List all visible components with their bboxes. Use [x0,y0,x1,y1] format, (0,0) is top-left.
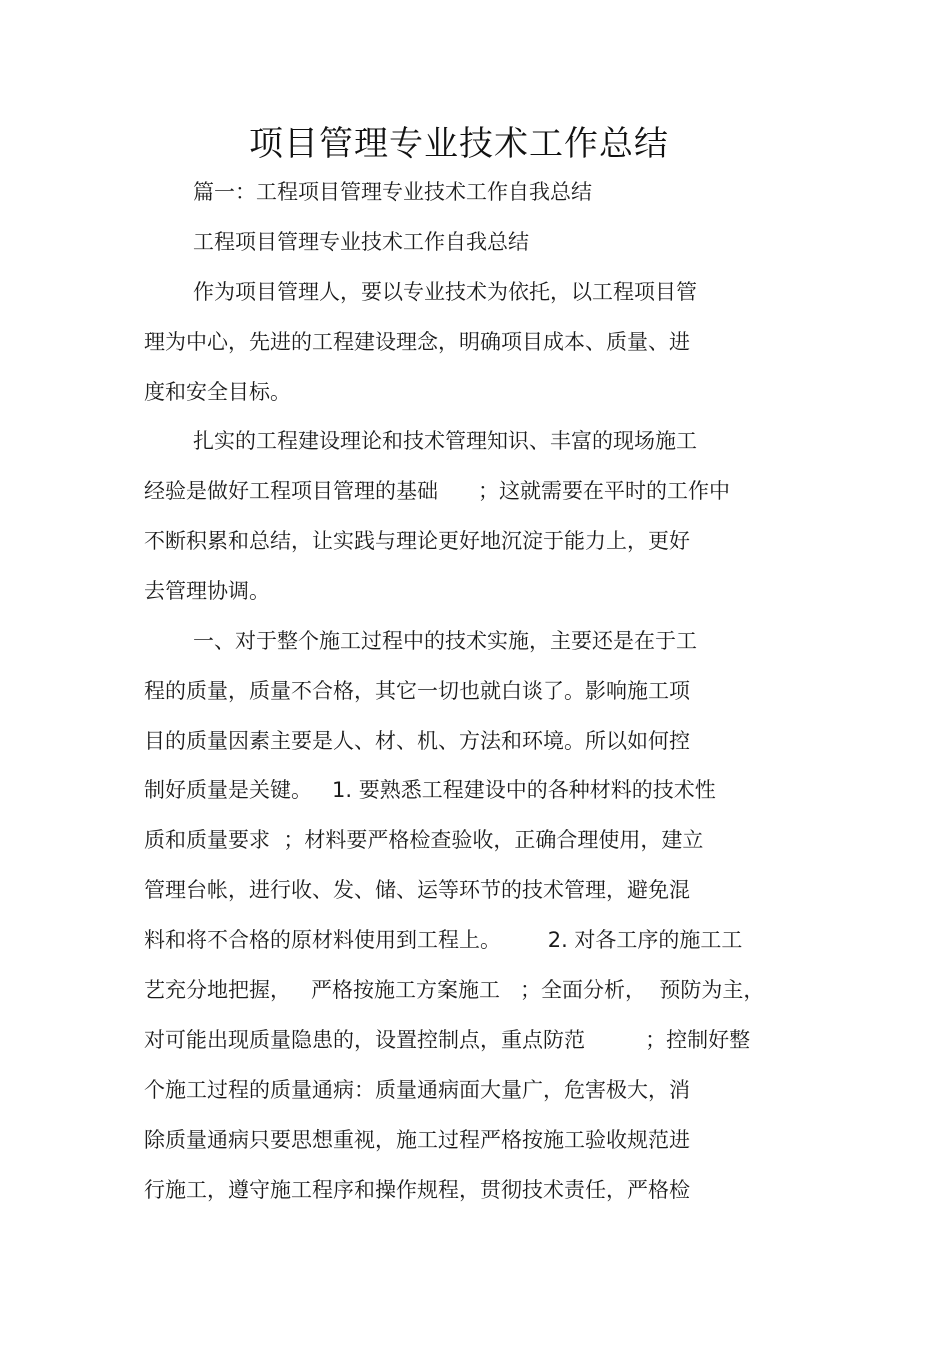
paragraph-line: 目的质量因素主要是人、材、机、方法和环境。所以如何控 [144,729,690,753]
paragraph-line: 对可能出现质量隐患的，设置控制点，重点防范 ；控制好整 [144,1028,751,1052]
paragraph-line: 一、对于整个施工过程中的技术实施，主要还是在于工 [193,629,697,653]
paragraph-line: 不断积累和总结，让实践与理论更好地沉淀于能力上，更好 [144,529,690,553]
document-title: 项目管理专业技术工作总结 [249,124,669,164]
paragraph-line: 除质量通病只要思想重视，施工过程严格按施工验收规范进 [144,1128,690,1152]
paragraph-line: 制好质量是关键。 1. 要熟悉工程建设中的各种材料的技术性 [144,778,716,802]
paragraph-line: 质和质量要求 ；材料要严格检查验收，正确合理使用，建立 [144,828,704,852]
paragraph-line: 艺充分地把握， 严格按施工方案施工 ；全面分析， 预防为主， [144,978,765,1002]
document-subtitle: 篇一：工程项目管理专业技术工作自我总结 [193,180,592,204]
paragraph-line: 理为中心，先进的工程建设理念，明确项目成本、质量、进 [144,330,690,354]
paragraph-line: 管理台帐，进行收、发、储、运等环节的技术管理，避免混 [144,878,690,902]
paragraph-line: 作为项目管理人，要以专业技术为依托，以工程项目管 [193,280,697,304]
section-heading: 工程项目管理专业技术工作自我总结 [193,230,529,254]
paragraph-line: 扎实的工程建设理论和技术管理知识、丰富的现场施工 [193,429,697,453]
paragraph-line: 个施工过程的质量通病：质量通病面大量广，危害极大，消 [144,1078,690,1102]
paragraph-line: 程的质量，质量不合格，其它一切也就白谈了。影响施工项 [144,679,690,703]
paragraph-line: 行施工，遵守施工程序和操作规程，贯彻技术责任，严格检 [144,1178,690,1202]
paragraph-line: 经验是做好工程项目管理的基础 ；这就需要在平时的工作中 [144,479,731,503]
paragraph-line: 度和安全目标。 [144,380,291,404]
paragraph-line: 去管理协调。 [144,579,270,603]
paragraph-line: 料和将不合格的原材料使用到工程上。 2. 对各工序的施工工 [144,928,743,952]
